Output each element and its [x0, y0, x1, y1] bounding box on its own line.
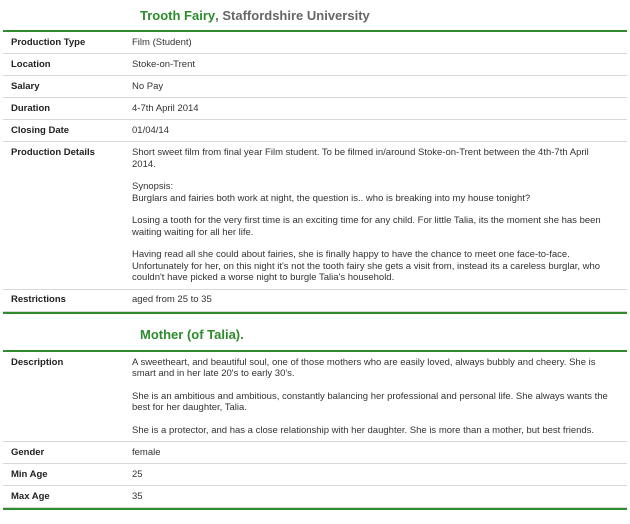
location-label: Location [11, 58, 51, 70]
production-organisation: Staffordshire University [222, 7, 370, 23]
closing-date-label: Closing Date [11, 124, 70, 136]
location-row [3, 54, 627, 76]
location-value: Stoke-on-Trent [132, 58, 196, 70]
role-title [0, 320, 630, 350]
salary-value: No Pay [132, 80, 164, 92]
min-age-row [3, 464, 627, 486]
production-type-label: Production Type [11, 36, 86, 48]
production-name: Trooth Fairy [140, 7, 216, 23]
max-age-label: Max Age [11, 490, 50, 502]
duration-value: 4-7th April 2014 [132, 102, 199, 114]
role-name: Mother (of Talia). [140, 327, 244, 342]
description-value [132, 357, 627, 437]
production-type-value: Film (Student) [132, 36, 192, 48]
synopsis-text: Burglars and fairies both work at night, the question is.. who is breaking into my house tonight? [132, 192, 531, 204]
closing-date-value: 01/04/14 [132, 124, 169, 136]
details-paragraph: Losing a tooth for the very first time is an exciting time for any child. For little Talia, its the moment she has been waiting waiting for all her life. [132, 215, 601, 238]
gender-label: Gender [11, 446, 45, 458]
duration-label: Duration [11, 102, 51, 114]
salary-row [3, 76, 627, 98]
salary-label: Salary [11, 80, 40, 92]
duration-row [3, 98, 627, 120]
restrictions-value: aged from 25 to 35 [132, 294, 212, 306]
gender-row [3, 442, 627, 464]
production-type-row [3, 32, 627, 54]
restrictions-row [3, 290, 627, 312]
role-end-rule [3, 508, 627, 510]
gender-value: female [132, 446, 161, 458]
description-label: Description [11, 356, 64, 368]
synopsis-heading: Synopsis: [132, 181, 174, 192]
details-paragraph: Short sweet film from final year Film student. To be filmed in/around Stoke-on-Trent between the 4th-7th April 2014. [132, 147, 589, 170]
description-row [3, 352, 627, 443]
max-age-row [3, 486, 627, 508]
production-details-label: Production Details [11, 147, 95, 158]
description-paragraph: A sweetheart, and beautiful soul, one of those mothers who are easily loved, always bubbly and cheery. She is smart and in her late 20's to early 30's. [132, 356, 596, 379]
details-paragraph: Having read all she could about fairies, she is finally happy to have the chance to meet one face-to-face. Unfortunately for her, on this night it's not the tooth fairy she gets a visit from, instead its a careless burglar, who couldn't have picked a worse night to burgle Talia's household. [132, 249, 601, 283]
production-title [0, 0, 630, 30]
title-separator: , [215, 7, 219, 23]
synopsis-paragraph [132, 181, 613, 204]
max-age-value: 35 [132, 490, 143, 502]
production-details-value [132, 147, 627, 284]
production-details-row [3, 142, 627, 290]
min-age-value: 25 [132, 468, 143, 480]
restrictions-label: Restrictions [11, 294, 66, 306]
description-paragraph: She is a protector, and has a close relationship with her daughter. She is more than a mother, but best friends. [132, 424, 595, 436]
description-paragraph: She is an ambitious and ambitious, constantly balancing her professional and personal life. She always wants the best for her daughter, Talia. [132, 390, 608, 413]
closing-date-row [3, 120, 627, 142]
min-age-label: Min Age [11, 468, 48, 480]
